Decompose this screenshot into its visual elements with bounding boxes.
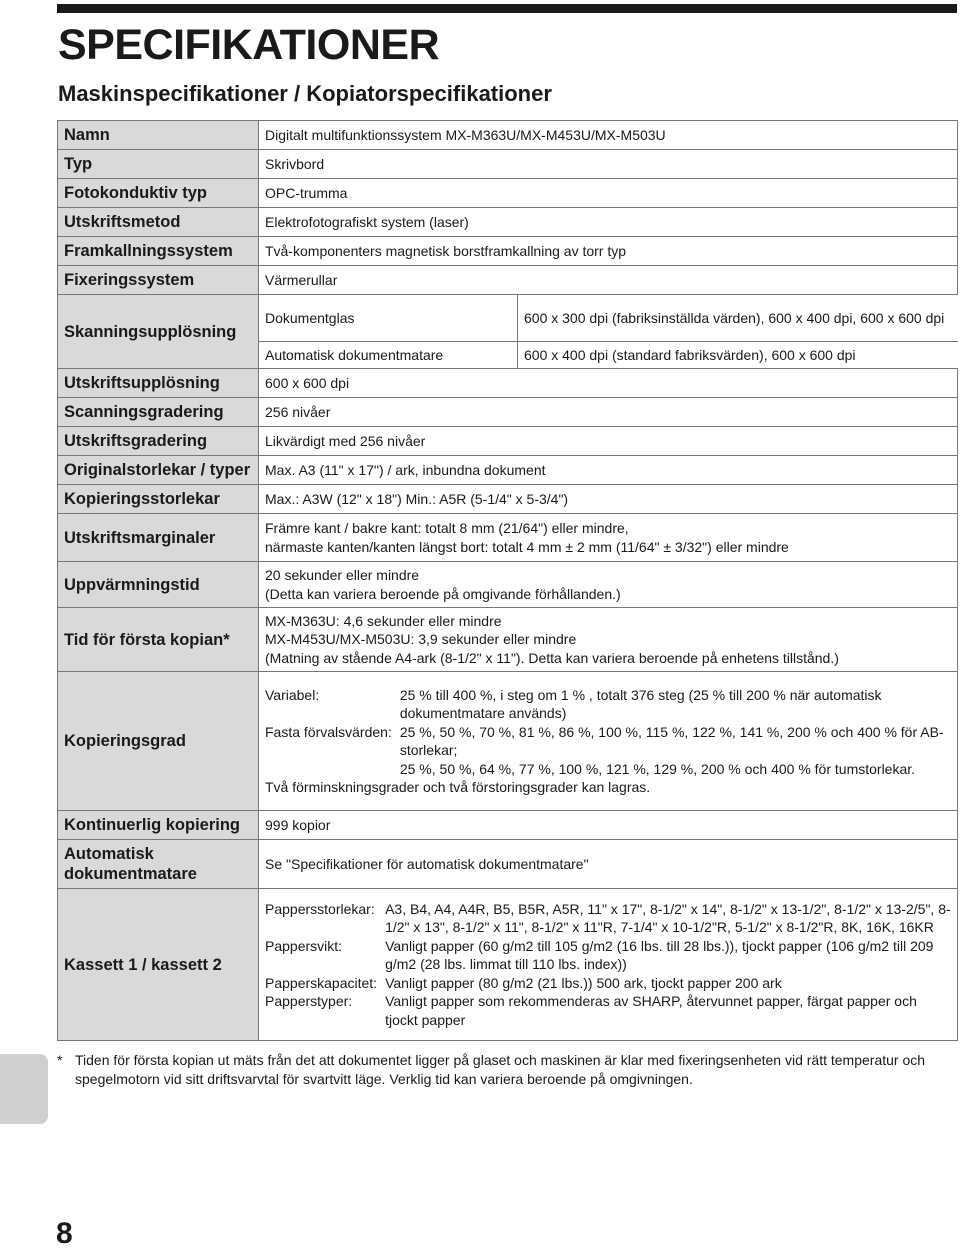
table-row — [58, 562, 958, 608]
page-title: SPECIFIKATIONER — [58, 21, 440, 69]
sub-label: Automatisk dokumentmatare — [259, 341, 518, 368]
row-value: Likvärdigt med 256 nivåer — [259, 427, 958, 456]
row-value: Se "Specifikationer för automatisk dokumentmatare" — [259, 840, 958, 889]
section-title: Maskinspecifikationer / Kopiatorspecifikationer — [58, 81, 552, 106]
table-row — [58, 608, 958, 672]
row-value: Skrivbord — [259, 150, 958, 179]
row-label: Namn — [58, 121, 259, 150]
sub-value: 600 x 300 dpi (fabriksinställda värden), 600 x 400 dpi, 600 x 600 dpi — [518, 295, 958, 341]
row-value: OPC-trumma — [259, 179, 958, 208]
row-value: Max.: A3W (12" x 18") Min.: A5R (5-1/4" x 5-3/4") — [259, 485, 958, 514]
variable-value: 25 % till 400 %, i steg om 1 % , totalt 376 steg (25 % till 200 % när automatisk dokumentmatare används) — [399, 686, 882, 721]
row-value: Digitalt multifunktionssystem MX-M363U/MX-M453U/MX-M503U — [259, 121, 958, 150]
table-row — [58, 840, 958, 889]
paper-size-label: Pappersstorlekar: — [265, 900, 375, 917]
paper-capacity-label: Papperskapacitet: — [265, 974, 378, 991]
value-line: närmaste kanten/kanten längst bort: totalt 4 mm ± 2 mm (11/64" ± 3/32") eller mindre — [265, 538, 789, 555]
row-value: Två-komponenters magnetisk borstframkallning av torr typ — [259, 237, 958, 266]
row-value: 600 x 600 dpi — [259, 369, 958, 398]
row-value — [259, 672, 958, 811]
value-line: (Matning av stående A4-ark (8-1/2" x 11"). Detta kan variera beroende på enhetens tillstånd.) — [265, 649, 839, 666]
row-label: Skanningsupplösning — [58, 295, 259, 369]
row-label: Kopieringsstorlekar — [58, 485, 259, 514]
sub-table — [259, 295, 958, 368]
row-label: Originalstorlekar / typer — [58, 456, 259, 485]
table-row — [58, 266, 958, 295]
preset-values — [400, 723, 951, 779]
value-line: 20 sekunder eller mindre — [265, 567, 420, 583]
table-row — [58, 672, 958, 811]
table-row — [58, 456, 958, 485]
row-value: Elektrofotografiskt system (laser) — [259, 208, 958, 237]
row-label: Utskriftsgradering — [58, 427, 259, 456]
value-line: MX-M363U: 4,6 sekunder eller mindre — [265, 612, 502, 629]
row-label: Typ — [58, 150, 259, 179]
paper-type-value: Vanligt papper som rekommenderas av SHARP, återvunnet papper, färgat papper och tjockt papper — [385, 993, 917, 1028]
row-value — [259, 608, 958, 672]
row-value: Värmerullar — [259, 266, 958, 295]
paper-weight-label: Pappersvikt: — [265, 937, 343, 954]
row-label: Fixeringssystem — [58, 266, 259, 295]
table-row — [58, 398, 958, 427]
row-label: Kontinuerlig kopiering — [58, 811, 259, 840]
sub-label: Dokumentglas — [259, 295, 518, 341]
table-row — [58, 179, 958, 208]
variable-label: Variabel: — [265, 686, 320, 703]
table-row — [58, 811, 958, 840]
chapter-tab — [0, 1054, 48, 1124]
footnote-text: Tiden för första kopian ut mäts från det att dokumentet ligger på glaset och maskinen är klar med fixeringsenheten vid rätt temperatur och spegelmotorn vid sitt driftsvarvtal för svartvitt läge. Verklig tid kan variera beroende på omgivningen. — [75, 1052, 926, 1087]
preset-label: Fasta förvalsvärden: — [265, 723, 392, 740]
row-label: Framkallningssystem — [58, 237, 259, 266]
value-line: (Detta kan variera beroende på omgivande förhållanden.) — [265, 585, 621, 602]
paper-tray-grid — [265, 900, 951, 1030]
table-row — [58, 237, 958, 266]
table-row — [58, 485, 958, 514]
spec-table — [57, 120, 958, 1041]
row-value: 256 nivåer — [259, 398, 958, 427]
table-row — [58, 889, 958, 1041]
header-rule — [57, 4, 957, 13]
row-label: Tid för första kopian* — [58, 608, 259, 672]
footnote — [57, 1051, 957, 1088]
row-value — [259, 514, 958, 562]
table-row — [58, 150, 958, 179]
paper-size-value: A3, B4, A4, A4R, B5, B5R, A5R, 11" x 17", 8-1/2" x 14", 8-1/2" x 13-1/2", 8-1/2" x 13-2/5", 8-1/2" x 13", 8-1/2" x 11", 8-1/2" x 11"R, 7-1/4" x 10-1/2"R, 5-1/2" x 8-1/2"R, 8K, 16K, 16KR — [385, 900, 951, 936]
paper-weight-value: Vanligt papper (60 g/m2 till 105 g/m2 (16 lbs. till 28 lbs.)), tjockt papper (106 g/m2 till 209 g/m2 (28 lbs. limmat till 110 lbs. index)) — [385, 937, 934, 973]
preset-values-ab: 25 %, 50 %, 70 %, 81 %, 86 %, 100 %, 115 %, 122 %, 141 %, 200 % och 400 % för AB-storlekar; — [399, 723, 944, 758]
table-row — [58, 427, 958, 456]
value-line: Främre kant / bakre kant: totalt 8 mm (21/64") eller mindre, — [265, 520, 629, 536]
table-row — [58, 369, 958, 398]
sub-value: 600 x 400 dpi (standard fabriksvärden), 600 x 600 dpi — [524, 346, 856, 363]
row-label: Uppvärmningstid — [58, 562, 259, 608]
value-line: MX-M453U/MX-M503U: 3,9 sekunder eller mindre — [265, 631, 577, 648]
magnification-grid — [265, 686, 951, 779]
row-label: Utskriftsmarginaler — [58, 514, 259, 562]
row-label: Kopieringsgrad — [58, 672, 259, 811]
row-label: Scanningsgradering — [58, 398, 259, 427]
row-value: Max. A3 (11" x 17") / ark, inbundna dokument — [259, 456, 958, 485]
footnote-mark: * — [57, 1052, 63, 1068]
row-value — [259, 889, 958, 1041]
row-label: Utskriftsupplösning — [58, 369, 259, 398]
stored-ratios: Två förminskningsgrader och två förstoringsgrader kan lagras. — [265, 779, 651, 795]
table-row — [58, 295, 958, 369]
sub-row — [259, 295, 958, 341]
paper-type-label: Papperstyper: — [265, 993, 353, 1010]
row-value — [259, 562, 958, 608]
preset-values-inch: 25 %, 50 %, 64 %, 77 %, 100 %, 121 %, 129 %, 200 % och 400 % för tumstorlekar. — [399, 760, 916, 777]
row-label: Kassett 1 / kassett 2 — [58, 889, 259, 1041]
row-value: 999 kopior — [259, 811, 958, 840]
table-row — [58, 121, 958, 150]
row-value — [259, 295, 958, 369]
table-row — [58, 208, 958, 237]
page-number: 8 — [56, 1217, 73, 1250]
row-label: Fotokonduktiv typ — [58, 179, 259, 208]
paper-capacity-value: Vanligt papper (80 g/m2 (21 lbs.)) 500 ark, tjockt papper 200 ark — [385, 974, 782, 991]
row-label: Utskriftsmetod — [58, 208, 259, 237]
table-row — [58, 514, 958, 562]
row-label: Automatisk dokumentmatare — [58, 840, 259, 889]
sub-row — [259, 341, 958, 368]
